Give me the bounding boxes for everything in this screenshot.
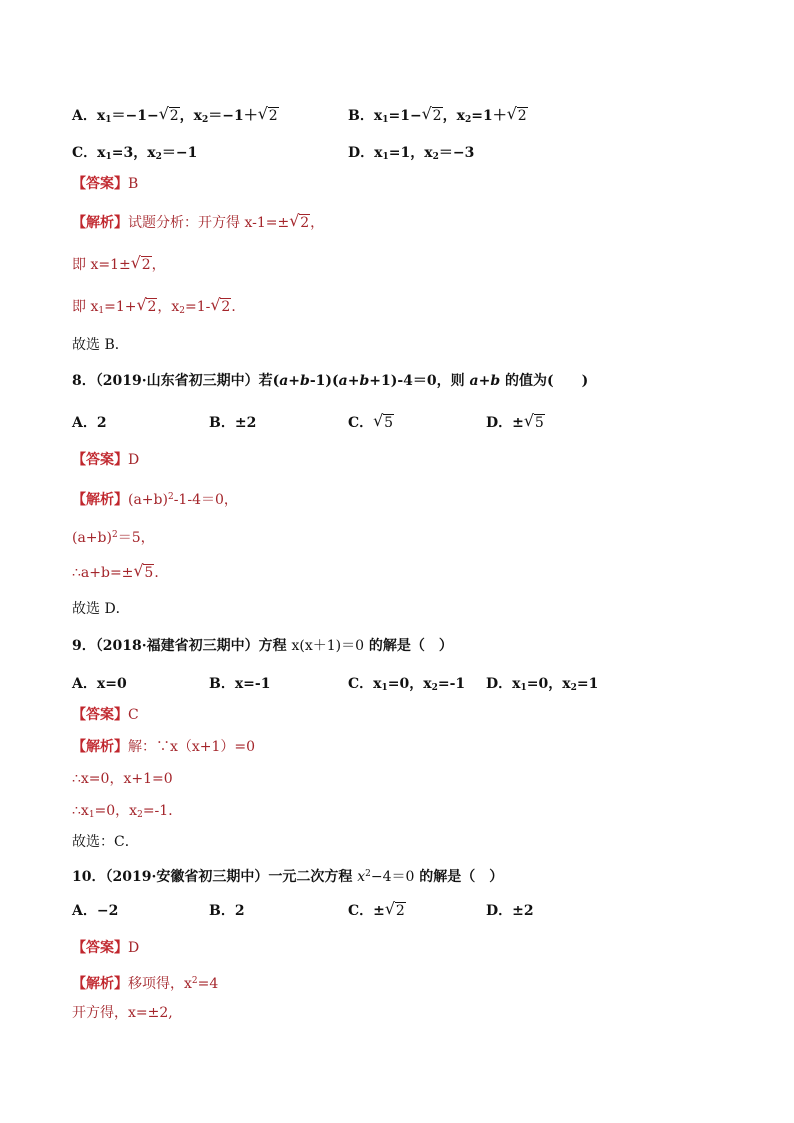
q7-option-c: C．$x_1=3$，$x_2=-1$ [72,145,198,162]
q10-analysis-line-1: 【解析】移项得，$x^2=4$ [72,976,219,992]
sqrt-symbol: √ 5 [374,411,394,435]
answer-value: B [128,176,139,192]
q9-option-b: B．x=-1 [209,676,271,692]
q7-analysis-line-1: 【解析】试题分析：开方得 x-1=±√ 2， [72,211,324,235]
q9-answer [72,703,139,727]
q10-option-c: C．±√ 2 [348,899,406,923]
answer-value: C [128,707,139,723]
answer-tag: 【答案】 [72,707,128,723]
sqrt-symbol: √ 2 [132,253,152,277]
sqrt-symbol: √ 2 [211,295,231,319]
q8-option-a: A．2 [72,415,107,431]
sqrt-symbol: √ 2 [259,104,279,128]
sqrt-symbol: √ 2 [386,899,406,923]
q8-option-b: B．±2 [209,415,257,431]
q10-option-a: A．−2 [72,903,119,919]
q8-analysis-line-2: $(a+b)^2=5$， [72,530,155,546]
q7-option-a: A．$x_1=-1-√$ 2，$x_2=-1+√$ 2 [72,104,279,128]
q7-answer [72,172,138,196]
analysis-tag: 【解析】 [72,976,128,992]
q8-option-c: C．√ 5 [348,411,394,435]
q10-stem: 10．（2019·安徽省初三期中）一元二次方程 $x^2-4=0$ 的解是（ ） [72,869,504,885]
q10-option-b: B．2 [209,903,245,919]
q9-stem: 9．（2018·福建省初三期中）方程 x(x＋1)＝0 的解是（ ） [72,638,453,654]
sqrt-symbol: √ 2 [160,104,180,128]
sqrt-symbol: √ 2 [508,104,528,128]
q9-analysis-line-3: $\therefore x_1=0$，$x_2=-1$． [72,803,183,820]
q10-analysis-line-2: 开方得，x=±2, [72,1005,173,1021]
analysis-tag: 【解析】 [72,492,128,508]
answer-value: D [128,940,140,956]
answer-value: D [128,452,140,468]
q7-option-d: D．$x_1=1$，$x_2=-3$ [348,145,475,162]
equation: $x^2-4=0$ [357,869,415,885]
q9-option-c: C．$x_1=0$，$x_2=-1$ [348,676,466,693]
q10-option-d: D．±2 [486,903,534,919]
sqrt-symbol: √ 2 [290,211,310,235]
sqrt-symbol: √ 2 [137,295,157,319]
analysis-tag: 【解析】 [72,215,128,231]
q9-option-a: A．x=0 [72,676,127,692]
answer-tag: 【答案】 [72,176,128,192]
q8-conclusion: 故选 D． [72,601,130,617]
answer-tag: 【答案】 [72,452,128,468]
q7-option-b: B．$x_1=1-√$ 2，$x_2=1+√$ 2 [348,104,528,128]
sqrt-symbol: √ 5 [134,561,154,585]
answer-tag: 【答案】 [72,940,128,956]
q7-analysis-line-3: 即 $x_1=1+√$ 2，$x_2=1-√$ 2． [72,295,245,319]
sqrt-symbol: √ 2 [423,104,443,128]
q7-analysis-line-2: 即 x=1±√ 2， [72,253,166,277]
q9-analysis-line-2: ∴x=0，x+1=0 [72,771,173,787]
sqrt-symbol: √ 5 [525,411,545,435]
q10-answer [72,936,139,960]
q7-conclusion: 故选 B． [72,337,129,353]
q9-analysis-line-1: 【解析】解：∵x（x+1）=0 [72,739,256,755]
q8-stem: 8．（2019·山东省初三期中）若(a+b-1)(a+b+1)-4＝0，则 a+b 的值为( ) [72,373,589,389]
q9-option-d: D．$x_1=0$，$x_2=1$ [486,676,599,693]
q8-analysis-line-3: ∴a+b=±√ 5． [72,561,168,585]
analysis-tag: 【解析】 [72,739,128,755]
q8-option-d: D．±√ 5 [486,411,545,435]
q9-conclusion: 故选：C． [72,834,139,850]
q8-answer [72,448,139,472]
q8-analysis-line-1: 【解析】$(a+b)^2-1-4=0$， [72,492,238,508]
equation: x(x＋1)＝0 [291,638,364,654]
